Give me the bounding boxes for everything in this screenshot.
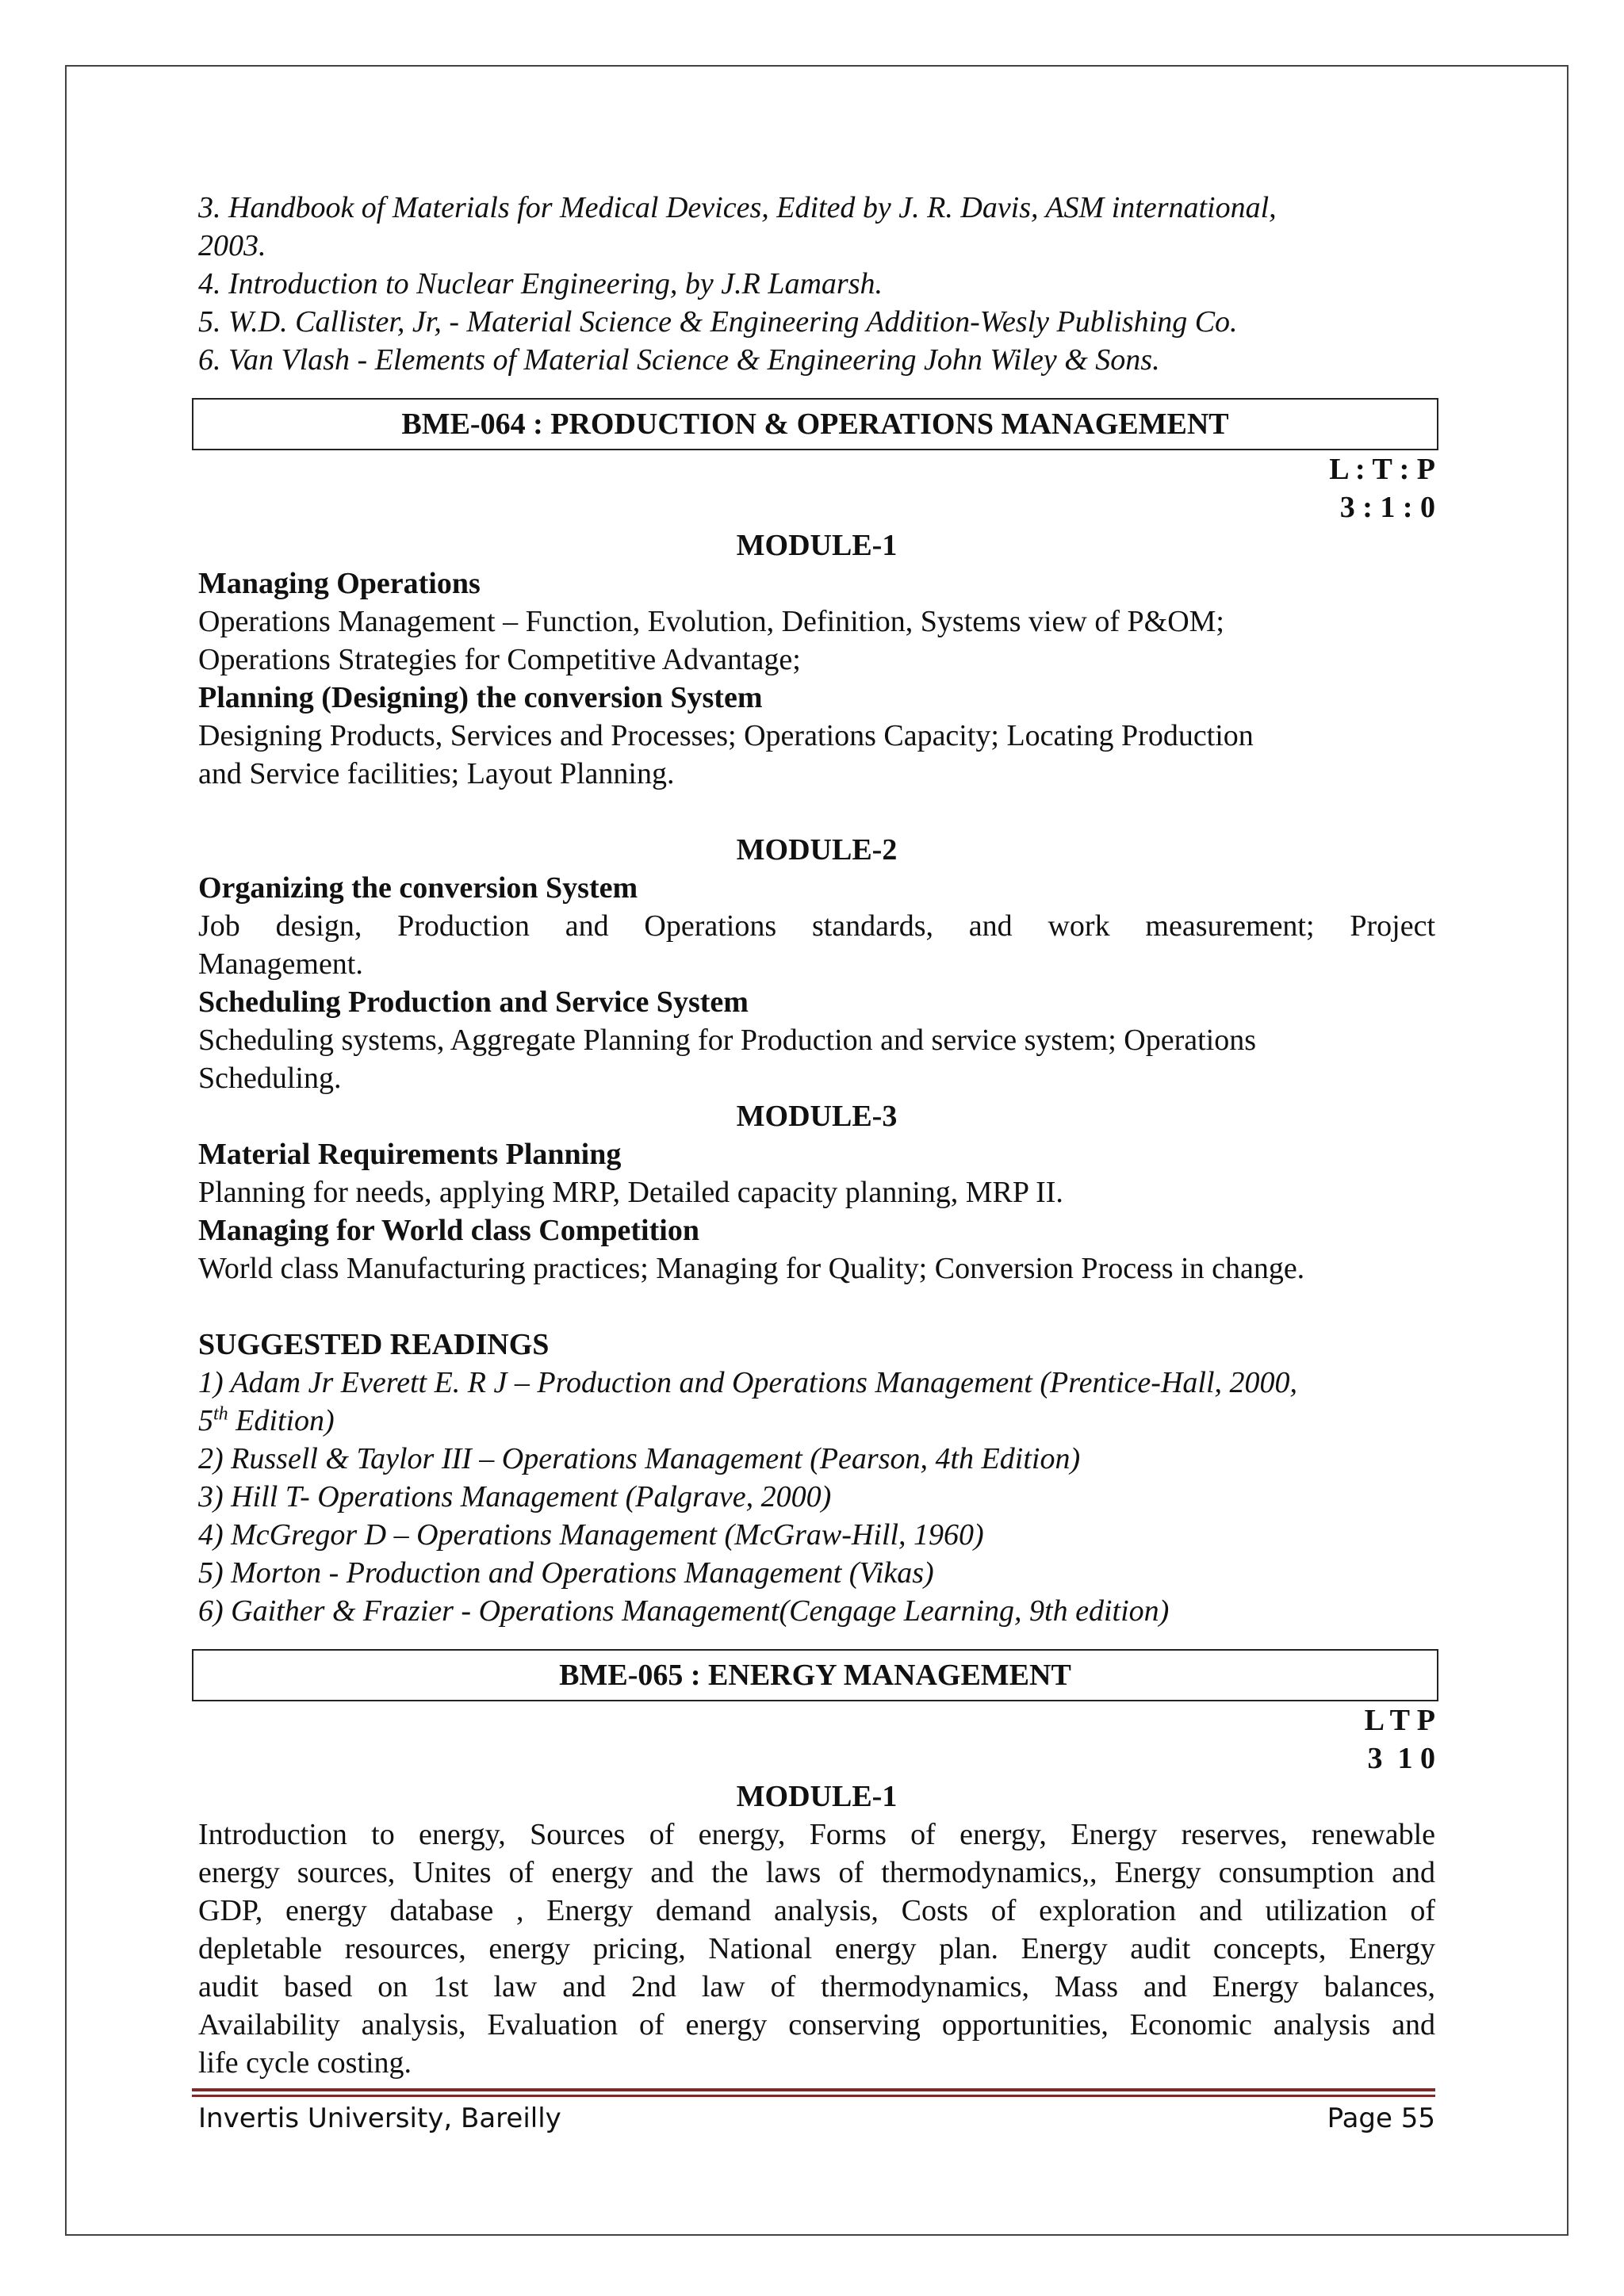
topic-heading: Material Requirements Planning [198, 1138, 622, 1171]
module-heading: MODULE-1 [736, 529, 898, 562]
course-title-box [192, 398, 1438, 450]
topic-heading: Managing Operations [198, 567, 481, 600]
reading-line: 4) McGregor D – Operations Management (McGraw-Hill, 1960) [198, 1518, 984, 1552]
body-text: life cycle costing. [198, 2046, 412, 2080]
body-text: Introduction to energy, Sources of energy, Forms of energy, Energy reserves, renewable [198, 1818, 1435, 1851]
body-text: energy sources, Unites of energy and the laws of thermodynamics,, Energy consumption and [198, 1856, 1435, 1889]
topic-text: World class Manufacturing practices; Managing for Quality; Conversion Process in change. [198, 1252, 1305, 1285]
topic-heading: Planning (Designing) the conversion System [198, 681, 763, 714]
course-title: BME-064 : PRODUCTION & OPERATIONS MANAGEMENT [401, 408, 1229, 441]
reading-line: 1) Adam Jr Everett E. R J – Production and Operations Management (Prentice-Hall, 2000, [198, 1366, 1297, 1399]
page-number: Page 55 [1327, 2103, 1435, 2134]
ltp-header: L T P [1364, 1704, 1435, 1737]
topic-heading: Organizing the conversion System [198, 871, 638, 905]
topic-text: Planning for needs, applying MRP, Detailed capacity planning, MRP II. [198, 1176, 1063, 1209]
topic-text: Operations Strategies for Competitive Advantage; [198, 643, 801, 676]
reference-line: 2003. [198, 229, 266, 262]
ltp-values: 3 : 1 : 0 [1339, 491, 1435, 524]
reference-line: 4. Introduction to Nuclear Engineering, by J.R Lamarsh. [198, 267, 883, 300]
topic-text: Management. [198, 947, 363, 981]
topic-text: Scheduling systems, Aggregate Planning for Production and service system; Operations [198, 1024, 1256, 1057]
reading-edition-number: 5 [198, 1404, 213, 1437]
ltp-values: 3 1 0 [1367, 1742, 1435, 1775]
module-heading: MODULE-3 [736, 1100, 898, 1133]
body-text: depletable resources, energy pricing, National energy plan. Energy audit concepts, Energy [198, 1932, 1435, 1965]
topic-text: Job design, Production and Operations standards, and work measurement; Project [198, 909, 1435, 943]
body-text: Availability analysis, Evaluation of energy conserving opportunities, Economic analysis and [198, 2008, 1435, 2042]
topic-text: and Service facilities; Layout Planning. [198, 757, 675, 790]
reading-edition-suffix: th [213, 1403, 228, 1425]
reading-line: 5) Morton - Production and Operations Management (Vikas) [198, 1556, 934, 1590]
page-content [198, 189, 1435, 2082]
ltp-header: L : T : P [1329, 453, 1435, 486]
reading-line: 2) Russell & Taylor III – Operations Management (Pearson, 4th Edition) [198, 1442, 1081, 1475]
reference-line: 3. Handbook of Materials for Medical Devices, Edited by J. R. Davis, ASM international, [198, 191, 1277, 224]
reference-line: 6. Van Vlash - Elements of Material Science & Engineering John Wiley & Sons. [198, 343, 1160, 377]
topic-heading: Scheduling Production and Service System [198, 985, 749, 1019]
reading-line: 3) Hill T- Operations Management (Palgrave, 2000) [198, 1480, 832, 1513]
reading-edition-rest: Edition) [228, 1404, 335, 1437]
footer-institution: Invertis University, Bareilly [198, 2103, 561, 2134]
page-footer [198, 2103, 1435, 2134]
body-text: GDP, energy database , Energy demand analysis, Costs of exploration and utilization of [198, 1894, 1435, 1927]
topic-heading: Managing for World class Competition [198, 1214, 699, 1247]
course-title: BME-065 : ENERGY MANAGEMENT [559, 1659, 1071, 1692]
reading-line: 6) Gaither & Frazier - Operations Management(Cengage Learning, 9th edition) [198, 1594, 1170, 1628]
topic-text: Designing Products, Services and Processes; Operations Capacity; Locating Production [198, 719, 1254, 752]
body-text: audit based on 1st law and 2nd law of thermodynamics, Mass and Energy balances, [198, 1970, 1435, 2003]
topic-text: Operations Management – Function, Evolution, Definition, Systems view of P&OM; [198, 605, 1224, 638]
topic-text: Scheduling. [198, 1062, 342, 1095]
module-heading: MODULE-1 [736, 1780, 898, 1813]
reference-line: 5. W.D. Callister, Jr, - Material Science & Engineering Addition-Wesly Publishing Co. [198, 305, 1238, 339]
module-heading: MODULE-2 [736, 833, 898, 867]
footer-rule [192, 2088, 1435, 2097]
reading-line [198, 1402, 1435, 1440]
readings-heading: SUGGESTED READINGS [198, 1328, 550, 1361]
course-title-box [192, 1649, 1438, 1701]
